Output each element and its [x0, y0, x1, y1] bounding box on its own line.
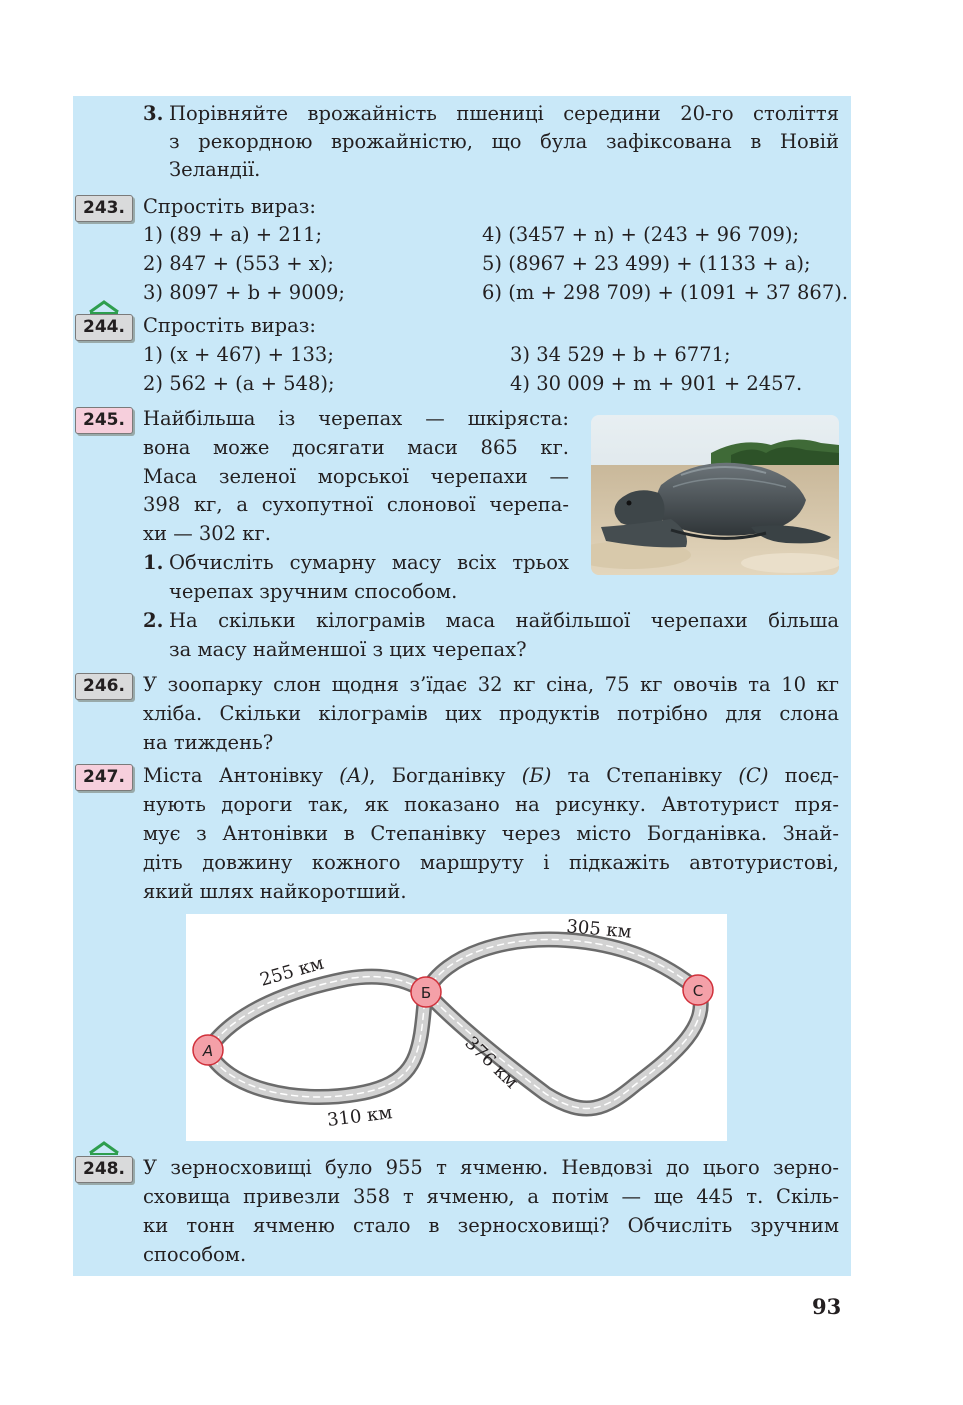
exercise-244-item-1: 1) (x + 467) + 133;: [143, 343, 334, 366]
city-b-marker: [411, 977, 441, 1007]
exercise-247-line-5: який шлях найкоротший.: [143, 880, 407, 903]
exercise-243-item-6: 6) (m + 298 709) + (1091 + 37 867).: [482, 281, 849, 304]
exercise-245-q1-line-2: черепах зручним способом.: [169, 580, 458, 603]
city-c-marker: [683, 975, 713, 1005]
svg-text:Б: Б: [420, 984, 432, 1002]
page-number: 93: [812, 1294, 842, 1319]
exercise-248-line-3: ки тонн ячменю стало в зерносховищі? Обчисліть зручним: [143, 1214, 839, 1237]
exercise-248-line-1: У зерносховищі було 955 т ячменю. Невдовзі до цього зерно-: [143, 1156, 839, 1179]
exercise-243-item-2: 2) 847 + (553 + x);: [143, 252, 334, 275]
svg-text:С: С: [692, 982, 704, 1000]
exercise-245-line-1: Найбільша із черепах — шкіряста:: [143, 407, 569, 430]
exercise-246-line-3: на тиждень?: [143, 731, 274, 754]
road-bc-lower-label: 376 км: [460, 1032, 523, 1093]
road-map: [186, 914, 727, 1141]
exercise-245-line-2: вона може досягати маси 865 кг.: [143, 436, 569, 459]
difficulty-hat-icon: [88, 300, 120, 314]
exercise-245-q1-line-1: Обчисліть сумарну масу всіх трьох: [169, 551, 569, 574]
exercise-243-item-4: 4) (3457 + n) + (243 + 96 709);: [482, 223, 800, 246]
exercise-243-number: 243.: [75, 195, 133, 222]
task3-number: 3.: [143, 102, 164, 125]
exercise-247-line-4: діть довжину кожного маршруту і підкажіть автотуристові,: [143, 851, 839, 874]
svg-text:А: А: [202, 1042, 214, 1060]
exercise-247-number: 247.: [75, 764, 133, 791]
exercise-247-line-1: Міста Антонівку (А), Богданівку (Б) та Степанівку (С) поєд-: [143, 764, 839, 787]
road-ab-upper-label: 255 км: [257, 952, 327, 991]
exercise-245-q1-number: 1.: [143, 551, 164, 574]
exercise-246-line-2: хліба. Скільки кілограмів цих продуктів потрібно для слона: [143, 702, 839, 725]
exercise-247-line-2: нують дороги так, як показано на рисунку. Автотурист пря-: [143, 793, 839, 816]
exercise-244-prompt: Спростіть вираз:: [143, 314, 316, 337]
difficulty-hat-icon: [88, 1141, 120, 1155]
city-a-marker: [193, 1035, 223, 1065]
exercise-245-q2-line-2: за масу найменшої з цих черепах?: [169, 638, 527, 661]
exercise-245-line-4: 398 кг, а сухопутної слонової черепа-: [143, 493, 569, 516]
exercise-245-number: 245.: [75, 407, 133, 434]
task3-line-2: з рекордною врожайністю, що була зафіксована в Новій: [169, 130, 839, 153]
exercise-245-line-3: Маса зеленої морської черепахи —: [143, 465, 569, 488]
road-ab-lower-label: 310 км: [326, 1102, 394, 1131]
exercise-244-item-3: 3) 34 529 + b + 6771;: [510, 343, 731, 366]
exercise-245-q2-number: 2.: [143, 609, 164, 632]
exercise-243-item-5: 5) (8967 + 23 499) + (1133 + a);: [482, 252, 811, 275]
exercise-248-line-2: сховища привезли 358 т ячменю, а потім — ще 445 т. Скіль-: [143, 1185, 839, 1208]
task3-line-3: Зеландії.: [169, 158, 261, 181]
exercise-244-item-4: 4) 30 009 + m + 901 + 2457.: [510, 372, 803, 395]
exercise-244-item-2: 2) 562 + (a + 548);: [143, 372, 335, 395]
exercise-246-number: 246.: [75, 673, 133, 700]
task3-line-1: Порівняйте врожайність пшениці середини 20-го століття: [169, 102, 839, 125]
road-bc-upper-label: 305 км: [565, 916, 633, 943]
exercise-245-q2-line-1: На скільки кілограмів маса найбільшої черепахи більша: [169, 609, 839, 632]
exercise-245-line-5: хи — 302 кг.: [143, 522, 271, 545]
exercise-243-item-1: 1) (89 + a) + 211;: [143, 223, 323, 246]
exercise-248-line-4: способом.: [143, 1243, 247, 1266]
exercise-244-number: 244.: [75, 314, 133, 341]
turtle-photo: [591, 415, 839, 575]
exercise-243-item-3: 3) 8097 + b + 9009;: [143, 281, 345, 304]
exercise-246-line-1: У зоопарку слон щодня з’їдає 32 кг сіна, 75 кг овочів та 10 кг: [143, 673, 839, 696]
exercise-248-number: 248.: [75, 1156, 133, 1183]
exercise-247-line-3: мує з Антонівки в Степанівку через місто Богданівка. Знай-: [143, 822, 839, 845]
exercise-243-prompt: Спростіть вираз:: [143, 195, 316, 218]
